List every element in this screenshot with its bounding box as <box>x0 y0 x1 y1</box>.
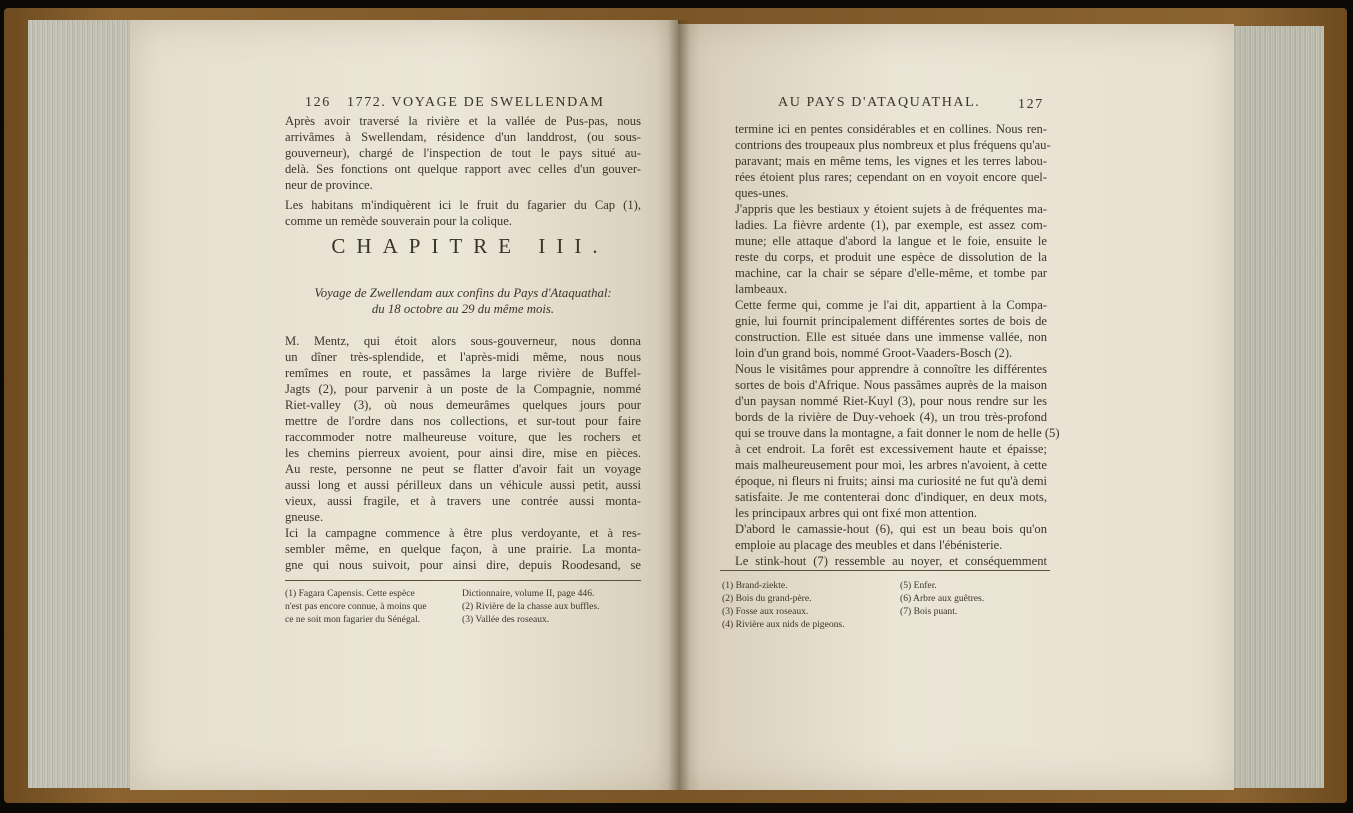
right-line: les principaux arbres qui ont fixé mon attention. <box>735 506 978 520</box>
right-running-head: AU PAYS D'ATAQUATHAL. <box>778 95 981 110</box>
right-line: Nous le visitâmes pour apprendre à connoître les différentes <box>735 362 1047 376</box>
right-line: loin d'un grand bois, nommé Groot-Vaaders-Bosch (2). <box>735 346 1013 360</box>
footnote: (4) Rivière aux nids de pigeons. <box>722 619 845 630</box>
footnote: Dictionnaire, volume II, page 446. <box>462 588 595 599</box>
right-line: sortes de bois d'Afrique. Nous passâmes auprès de la maison <box>735 378 1047 392</box>
chapter-subtitle: Voyage de Zwellendam aux confins du Pays d'Ataquathal: <box>314 286 612 300</box>
right-line: qui se trouve dans la montagne, a fait donner le nom de helle (5) <box>735 426 1060 440</box>
right-line: paravant; mais en même tems, les vignes et les terres labou- <box>735 154 1047 168</box>
footnote: (3) Fosse aux roseaux. <box>722 606 809 617</box>
page-edges-right <box>1232 26 1324 788</box>
left-line: comme un remède souverain pour la colique. <box>285 214 512 228</box>
right-line: termine ici en pentes considérables et en collines. Nous ren- <box>735 122 1047 136</box>
chapter-title: CHAPITRE III. <box>331 234 609 258</box>
right-line: époque, ni fleurs ni fruits; ainsi ma curiosité ne fut qu'à demi <box>735 474 1047 488</box>
footnote-rule <box>285 580 641 581</box>
left-line: gouverneur), chargé de l'inspection de tout le pays situé au- <box>285 146 641 160</box>
body-line: Riet-valley (3), où nous demeurâmes quelques jours pour <box>285 398 641 412</box>
body-line: les chemins pierreux avoient, pour ainsi dire, mise en pièces. <box>285 446 641 460</box>
right-line: rées étoient plus rares; cependant on en voyoit encore quel- <box>735 170 1047 184</box>
footnote: (3) Vallée des roseaux. <box>462 614 550 625</box>
right-line: contrions des troupeaux plus nombreux et plus fréquens qu'au- <box>735 138 1051 152</box>
right-line: à cet endroit. La forêt est excessivement haute et épaisse; <box>735 442 1047 456</box>
right-line: bords de la rivière de Duy-vehoek (4), un trou très-profond <box>735 410 1047 424</box>
footnote: (6) Arbre aux guêtres. <box>900 593 985 604</box>
body-line: vieux, aussi fragile, et à travers une contrée aussi monta- <box>285 494 641 508</box>
footnote: (1) Fagara Capensis. Cette espèce <box>285 588 415 599</box>
footnote: (1) Brand-ziekte. <box>722 580 788 591</box>
left-line: Les habitans m'indiquèrent ici le fruit du fagarier du Cap (1), <box>285 198 641 212</box>
right-line: construction. Elle est située dans une immense vallée, non <box>735 330 1047 344</box>
footnote: (5) Enfer. <box>900 580 937 591</box>
left-line: Après avoir traversé la rivière et la vallée de Pus-pas, nous <box>285 114 641 128</box>
right-line: reste du corps, et produit une espèce de dissolution de la <box>735 250 1047 264</box>
left-line: arrivâmes à Swellendam, résidence d'un landdrost, (ou sous- <box>285 130 641 144</box>
right-page-number: 127 <box>1018 97 1044 112</box>
body-line: Au reste, personne ne peut se flatter d'avoir fait un voyage <box>285 462 641 476</box>
right-line: ladies. La fièvre ardente (1), par exemple, est assez com- <box>735 218 1047 232</box>
footnote: ce ne soit mon fagarier du Sénégal. <box>285 614 421 625</box>
body-line: gne qui nous suivoit, pour ainsi dire, depuis Roodesand, se <box>285 558 641 572</box>
body-line: sembler même, en quelque façon, à une prairie. La monta- <box>285 542 641 556</box>
right-line: emploie au placage des meubles et dans l'ébénisterie. <box>735 538 1003 552</box>
body-line: M. Mentz, qui étoit alors sous-gouverneur, nous donna <box>285 334 641 348</box>
right-line: gnie, lui fournit principalement différentes sortes de bois de <box>735 314 1047 328</box>
body-line: Jagts (2), pour parvenir à un poste de la Compagnie, nommé <box>285 382 641 396</box>
footnote: (2) Rivière de la chasse aux buffles. <box>462 601 600 612</box>
right-line: ques-unes. <box>735 186 789 200</box>
left-line: delà. Ses fonctions ont quelque rapport avec celles d'un gouver- <box>285 162 641 176</box>
chapter-subtitle: du 18 octobre au 29 du même mois. <box>371 302 555 316</box>
body-line: Ici la campagne commence à être plus verdoyante, et à res- <box>285 526 641 540</box>
right-line: satisfaite. Je me contenterai donc d'indiquer, en deux mots, <box>735 490 1047 504</box>
right-line: Cette ferme qui, comme je l'ai dit, appartient à la Compa- <box>735 298 1047 312</box>
right-line: lambeaux. <box>735 282 788 296</box>
right-line: machine, car la chair se sépare d'elle-même, et tombe par <box>735 266 1047 280</box>
right-line: D'abord le camassie-hout (6), qui est un beau bois qu'on <box>735 522 1047 536</box>
right-line: Le stink-hout (7) ressemble au noyer, et conséquemment <box>735 554 1047 568</box>
body-line: un dîner très-splendide, et l'après-midi même, nous nous <box>285 350 641 364</box>
left-running-head: 1772. VOYAGE DE SWELLENDAM <box>347 95 605 110</box>
footnote-rule <box>720 570 1050 571</box>
body-line: gneuse. <box>285 510 324 524</box>
page-edges-left <box>28 20 132 788</box>
footnote: n'est pas encore connue, à moins que <box>285 601 427 612</box>
left-line: neur de province. <box>285 178 373 192</box>
right-line: mune; elle attaque d'abord la langue et le foie, ensuite le <box>735 234 1047 248</box>
body-line: mettre de l'ordre dans nos collections, et sur-tout pour faire <box>285 414 641 428</box>
body-line: remîmes en route, et passâmes la large rivière de Buffel- <box>285 366 641 380</box>
footnote: (2) Bois du grand-père. <box>722 593 812 604</box>
book-gutter <box>668 20 690 790</box>
left-page-number: 126 <box>305 95 331 110</box>
right-line: d'un paysan nommé Riet-Kuyl (3), pour nous rendre sur les <box>735 394 1047 408</box>
body-line: raccommoder notre malheureuse voiture, que les rochers et <box>285 430 641 444</box>
right-line: J'appris que les bestiaux y étoient sujets à de fréquentes ma- <box>735 202 1047 216</box>
footnote: (7) Bois puant. <box>900 606 958 617</box>
right-line: mais malheureusement pour moi, les arbres n'avoient, à cette <box>735 458 1047 472</box>
body-line: aussi long et aussi périlleux dans un véhicule aussi petit, aussi <box>285 478 641 492</box>
